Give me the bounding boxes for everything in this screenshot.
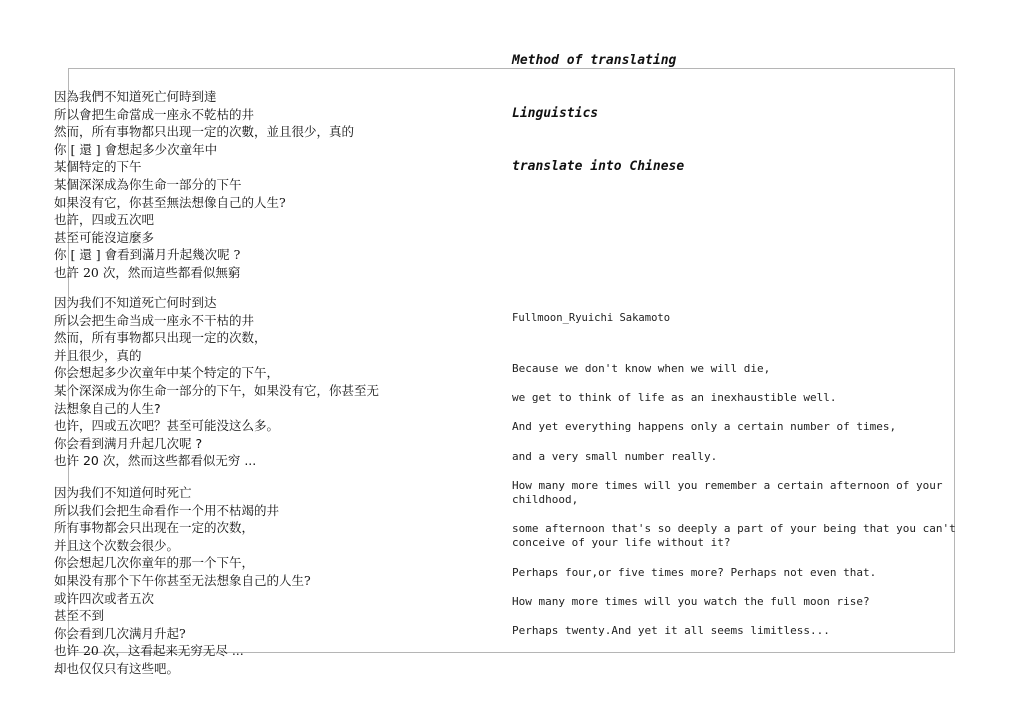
text-line: 也许，四或五次吧？甚至可能没这么多。 bbox=[54, 418, 280, 434]
english-line: And yet everything happens only a certain number of times, bbox=[512, 420, 897, 433]
text-line: 因为我们不知道死亡何时到达 bbox=[54, 295, 217, 310]
traditional-chinese-block bbox=[54, 88, 454, 282]
english-line: some afternoon that's so deeply a part of your being that you can't conceive of your life without it? bbox=[512, 522, 956, 549]
english-line: Perhaps twenty.And yet it all seems limitless... bbox=[512, 624, 830, 637]
text-line: 你会看到满月升起几次呢 ? bbox=[54, 435, 203, 451]
text-line: 如果沒有它，你甚至無法想像自己的人生? bbox=[54, 194, 286, 210]
text-line: 某個特定的下午 bbox=[54, 159, 142, 175]
heading-linguistics: Linguistics bbox=[512, 106, 599, 121]
text-line: 因為我們不知道死亡何時到達 bbox=[54, 89, 217, 104]
text-line: 也許，四或五次吧 bbox=[54, 212, 155, 228]
text-line: 也许 20 次，这看起来无穷无尽 ... bbox=[54, 643, 244, 659]
english-line: How many more times will you remember a certain afternoon of your childhood, bbox=[512, 479, 943, 506]
text-line: 某个深深成为你生命一部分的下午，如果没有它，你甚至无 bbox=[54, 382, 380, 398]
simplified-chinese-block bbox=[54, 294, 454, 470]
text-line: 某個深深成為你生命一部分的下午 bbox=[54, 176, 242, 192]
english-line: Perhaps four,or five times more? Perhaps not even that. bbox=[512, 566, 877, 579]
english-line: and a very small number really. bbox=[512, 450, 718, 463]
text-line: 所以我们会把生命看作一个用不枯竭的井 bbox=[54, 502, 280, 518]
text-line: 你会想起几次你童年的那一个下午， bbox=[54, 555, 255, 571]
heading-method: Method of translating bbox=[512, 53, 677, 68]
song-credit: Fullmoon_Ryuichi Sakamoto bbox=[512, 312, 671, 324]
text-line: 所以会把生命当成一座永不干枯的井 bbox=[54, 312, 255, 328]
english-line: Because we don't know when we will die, bbox=[512, 362, 771, 375]
text-line: 并且很少，真的 bbox=[54, 347, 142, 363]
text-line: 所以會把生命當成一座永不乾枯的井 bbox=[54, 106, 255, 122]
text-line: 你 [ 還 ] 會想起多少次童年中 bbox=[54, 141, 218, 157]
text-line: 然而，所有事物都只出现一定的次数， bbox=[54, 330, 267, 346]
text-line: 然而，所有事物都只出现一定的次數，並且很少，真的 bbox=[54, 124, 355, 140]
alternate-chinese-block bbox=[54, 484, 454, 678]
text-line: 也許 20 次，然而這些都看似無窮 bbox=[54, 264, 241, 280]
text-line: 却也仅仅只有这些吧。 bbox=[54, 660, 180, 676]
heading-translate: translate into Chinese bbox=[512, 159, 685, 174]
text-line: 如果没有那个下午你甚至无法想象自己的人生? bbox=[54, 572, 311, 588]
english-line: we get to think of life as an inexhaustible well. bbox=[512, 391, 837, 404]
text-line: 所有事物都会只出现在一定的次数， bbox=[54, 520, 255, 536]
text-line: 并且这个次数会很少。 bbox=[54, 537, 180, 553]
text-line: 因为我们不知道何时死亡 bbox=[54, 485, 192, 500]
text-line: 你 [ 還 ] 會看到滿月升起幾次呢 ? bbox=[54, 247, 241, 263]
text-line: 法想象自己的人生? bbox=[54, 400, 161, 416]
text-line: 你会看到几次满月升起? bbox=[54, 625, 186, 641]
text-line: 甚至不到 bbox=[54, 608, 105, 624]
text-line: 你会想起多少次童年中某个特定的下午， bbox=[54, 365, 280, 381]
text-line: 或许四次或者五次 bbox=[54, 590, 155, 606]
text-line: 也许 20 次，然而这些都看似无穷 ... bbox=[54, 453, 257, 469]
text-line: 甚至可能沒這麼多 bbox=[54, 229, 155, 245]
english-line: How many more times will you watch the full moon rise? bbox=[512, 595, 870, 608]
